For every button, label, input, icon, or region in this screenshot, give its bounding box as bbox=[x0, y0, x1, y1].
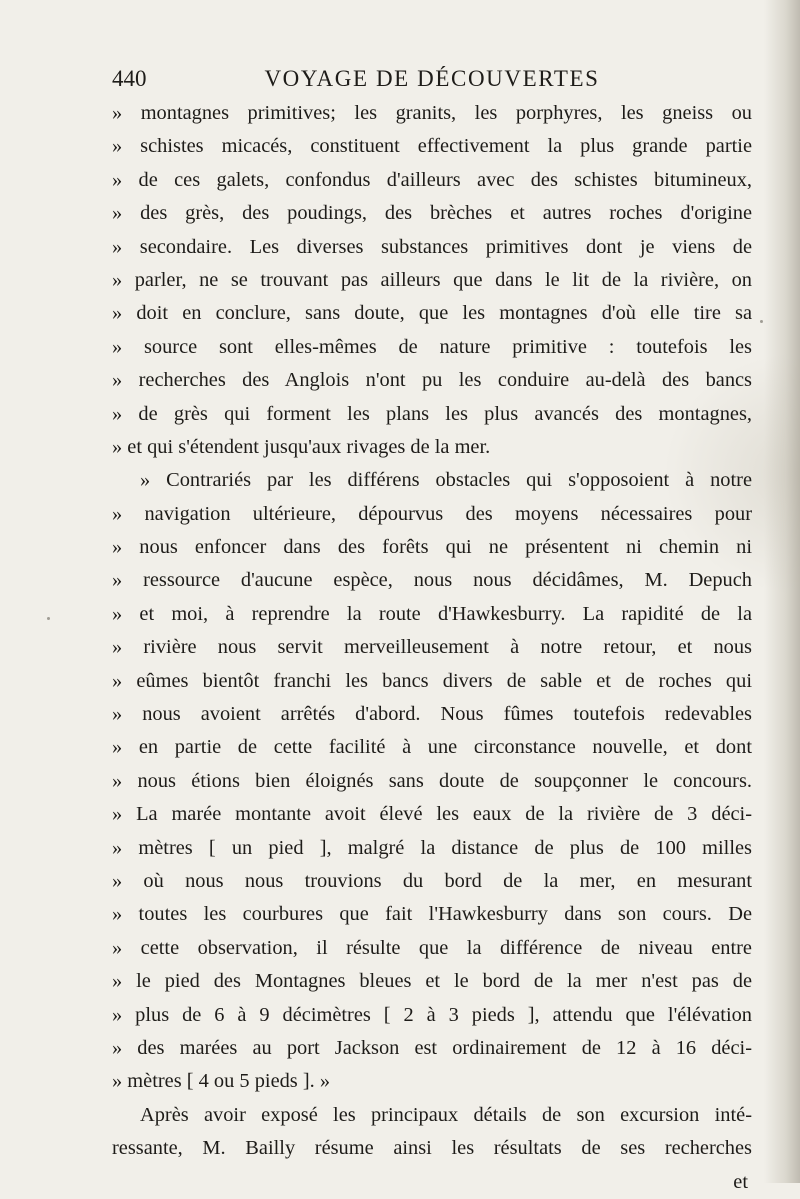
paper-speck bbox=[47, 617, 50, 620]
text-line: ressante, M. Bailly résume ainsi les résultats de ses recherches bbox=[112, 1137, 752, 1160]
body-text bbox=[112, 97, 752, 1199]
text-line: » le pied des Montagnes bleues et le bord de la mer n'est pas de bbox=[112, 970, 752, 993]
text-line: » Contrariés par les différens obstacles qui s'opposoient à notre bbox=[140, 469, 752, 492]
text-line: » recherches des Anglois n'ont pu les conduire au-delà des bancs bbox=[112, 369, 752, 392]
text-line: » nous étions bien éloignés sans doute de soupçonner le concours. bbox=[112, 769, 752, 792]
text-line: » eûmes bientôt franchi les bancs divers de sable et de roches qui bbox=[112, 669, 752, 692]
text-line: » mètres [ 4 ou 5 pieds ]. » bbox=[112, 1070, 331, 1093]
text-line: » doit en conclure, sans doute, que les montagnes d'où elle tire sa bbox=[112, 302, 752, 325]
text-line: » cette observation, il résulte que la différence de niveau entre bbox=[112, 936, 752, 959]
text-line: » navigation ultérieure, dépourvus des moyens nécessaires pour bbox=[112, 502, 752, 525]
text-line: » ressource d'aucune espèce, nous nous décidâmes, M. Depuch bbox=[112, 569, 752, 592]
running-title: VOYAGE DE DÉCOUVERTES bbox=[264, 66, 600, 91]
catchword: et bbox=[733, 1170, 748, 1193]
text-line: » en partie de cette facilité à une circonstance nouvelle, et dont bbox=[112, 736, 752, 759]
text-line: » de grès qui forment les plans les plus avancés des montagnes, bbox=[112, 402, 752, 425]
text-line: » des marées au port Jackson est ordinairement de 12 à 16 déci- bbox=[112, 1036, 752, 1059]
text-line: » et moi, à reprendre la route d'Hawkesburry. La rapidité de la bbox=[112, 602, 752, 625]
text-line: » toutes les courbures que fait l'Hawkesburry dans son cours. De bbox=[112, 903, 752, 926]
text-line: » des grès, des poudings, des brèches et autres roches d'origine bbox=[112, 202, 752, 225]
text-line: » plus de 6 à 9 décimètres [ 2 à 3 pieds ], attendu que l'élévation bbox=[112, 1003, 752, 1026]
text-line: » parler, ne se trouvant pas ailleurs que dans le lit de la rivière, on bbox=[112, 268, 752, 291]
text-line: » La marée montante avoit élevé les eaux de la rivière de 3 déci- bbox=[112, 803, 752, 826]
text-line: » source sont elles-mêmes de nature primitive : toutefois les bbox=[112, 335, 752, 358]
text-line: » nous avoient arrêtés d'abord. Nous fûmes toutefois redevables bbox=[112, 703, 752, 726]
text-line: » nous enfoncer dans des forêts qui ne présentent ni chemin ni bbox=[112, 536, 752, 559]
page-number: 440 bbox=[112, 66, 147, 91]
text-line: » mètres [ un pied ], malgré la distance de plus de 100 milles bbox=[112, 836, 752, 859]
text-line: » montagnes primitives; les granits, les porphyres, les gneiss ou bbox=[112, 102, 752, 124]
text-line: Après avoir exposé les principaux détails de son excursion inté- bbox=[140, 1103, 752, 1126]
text-line: » rivière nous servit merveilleusement à notre retour, et nous bbox=[112, 636, 752, 659]
text-line: » schistes micacés, constituent effectivement la plus grande partie bbox=[112, 135, 752, 158]
page-edge-shadow bbox=[764, 0, 800, 1183]
page-header bbox=[112, 66, 752, 96]
text-line: » de ces galets, confondus d'ailleurs avec des schistes bitumineux, bbox=[112, 168, 752, 191]
text-line: » et qui s'étendent jusqu'aux rivages de la mer. bbox=[112, 435, 491, 458]
text-line: » où nous nous trouvions du bord de la mer, en mesurant bbox=[112, 869, 752, 892]
text-line: » secondaire. Les diverses substances primitives dont je viens de bbox=[112, 235, 752, 258]
paper-speck bbox=[760, 320, 763, 323]
